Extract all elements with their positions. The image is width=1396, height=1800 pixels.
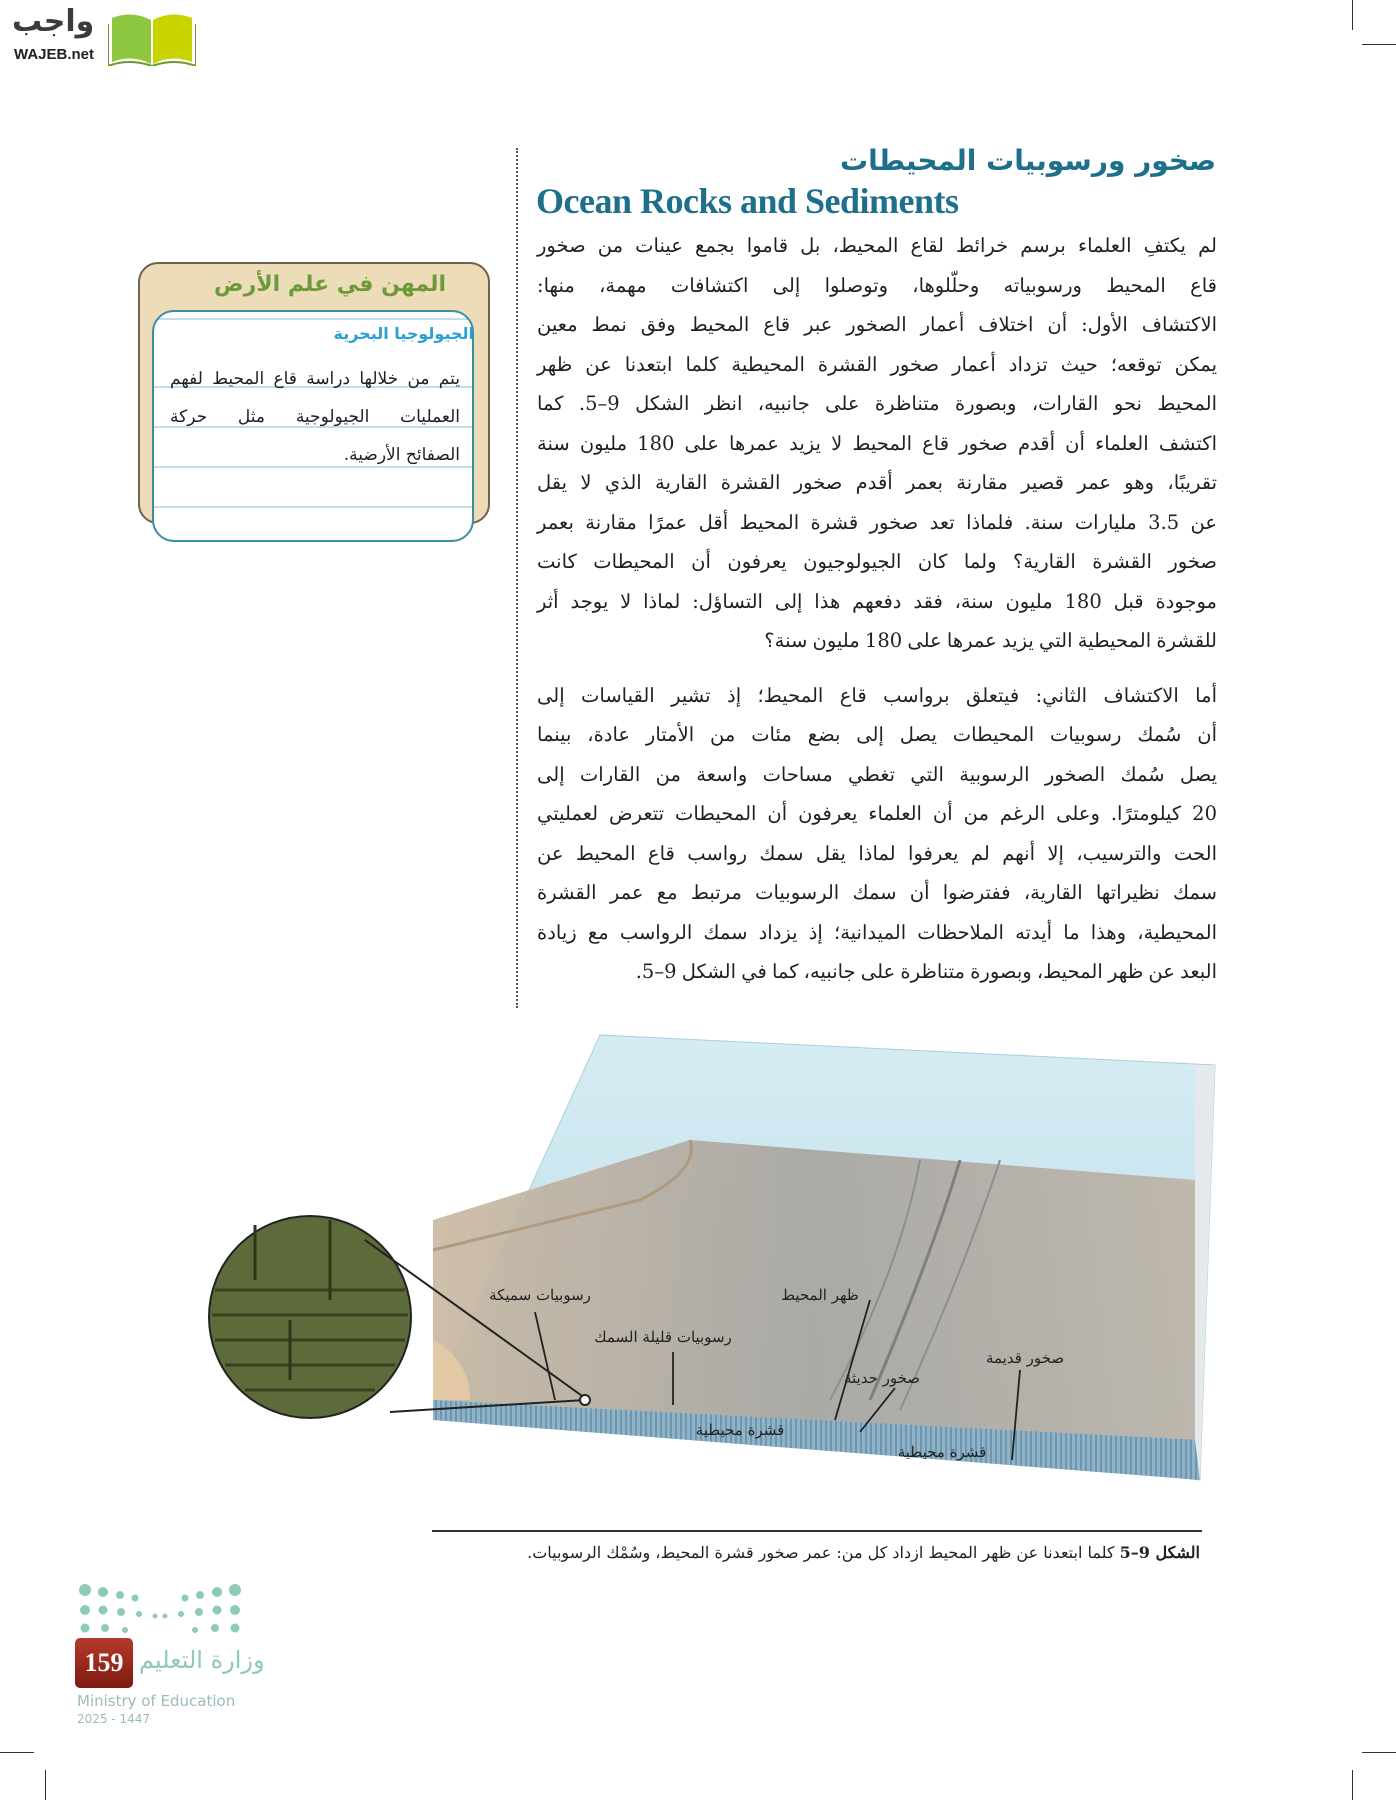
label-oceanic-crust: قشرة محيطية: [897, 1443, 987, 1461]
crop-mark: [45, 1770, 46, 1800]
label-old-rocks: صخور قديمة: [985, 1349, 1065, 1367]
paragraph-line: يمكن توقعه؛ حيث تزداد أعمار صخور القشرة المحيطية كلما ابتعدنا عن ظهر: [537, 352, 1217, 376]
water-block: [433, 1035, 1215, 1480]
careers-subheading: الجيولوجيا البحرية: [333, 324, 474, 343]
label-thin-sediments: رسوبيات قليلة السمك: [594, 1328, 732, 1346]
paragraph-line: للقشرة المحيطية التي يزيد عمرها على 180 مليون سنة؟: [764, 629, 1217, 652]
section-title-english: Ocean Rocks and Sediments: [536, 181, 959, 221]
wajeb-logo[interactable]: [10, 4, 190, 68]
careers-heading: المهن في علم الأرض: [214, 272, 446, 297]
label-thick-sediments: رسوبيات سميكة: [489, 1286, 591, 1304]
careers-box: [138, 262, 488, 542]
logo-latin: WAJEB.net: [14, 46, 95, 63]
ministry-english: Ministry of Education: [77, 1692, 236, 1710]
crop-mark: [1362, 44, 1396, 45]
crop-mark: [0, 1752, 34, 1753]
paragraph-line: الحت والترسيب، إلا أنهم لم يعرفوا لماذا يقل سمك رواسب قاع المحيط عن: [537, 841, 1217, 865]
section-title-arabic: صخور ورسوبيات المحيطات: [839, 144, 1216, 177]
paragraph-line: صخور القشرة القارية؟ ولما كان الجيولوجيون يعرفون أن المحيطات كانت: [537, 550, 1217, 573]
label-new-rocks: صخور حديثة: [843, 1369, 921, 1387]
paragraph-first-discovery: [537, 226, 1217, 661]
paragraph-line: المحيطية، وهذا ما أيدته الملاحظات الميدانية؛ إذ يزداد سمك الرواسب مع زيادة: [537, 920, 1217, 944]
ministry-arabic: وزارة التعليم: [139, 1646, 265, 1674]
label-ocean-ridge: ظهر المحيط: [781, 1286, 859, 1304]
page-number: 159: [75, 1638, 133, 1688]
caption-text: كلما ابتعدنا عن ظهر المحيط ازداد كل من: عمر صخور قشرة المحيط، وسُمْك الرسوبيات.: [527, 1543, 1120, 1562]
paragraph-line: سمك نظيراتها القارية، ففترضوا أن سمك الرسوبيات مرتبط مع عمر القشرة: [537, 881, 1217, 904]
paragraph-line: أن سُمك رسوبيات المحيطات يصل إلى بضع مئات من الأمتار عادة، بينما: [537, 723, 1217, 746]
ministry-dots-icon: [75, 1580, 245, 1635]
text-column: [537, 226, 1217, 992]
careers-line: العمليات الجيولوجية مثل حركة: [170, 407, 460, 427]
careers-line: يتم من خلالها دراسة قاع المحيط لفهم: [170, 369, 460, 389]
paragraph-line: 20 كيلومترًا. وعلى الرغم من أن العلماء يعرفون أن المحيطات تتعرض لعمليتي: [537, 802, 1217, 825]
paragraph-line: تقريبًا، وهو عمر قصير مقارنة بعمر أقدم صخور القشرة القارية الذي لا يقل: [537, 471, 1217, 494]
paragraph-line: المحيط نحو القارات، وبصورة متناظرة على جانبيه، انظر الشكل 9–5. كما: [537, 392, 1217, 415]
caption-rule: [432, 1530, 1202, 1532]
crop-mark: [1352, 1770, 1353, 1800]
paragraph-line: اكتشف العلماء أن أقدم صخور قاع المحيط لا يزيد عمرها على 180 مليون سنة: [537, 431, 1217, 455]
book-icon: [108, 8, 196, 66]
column-divider: [516, 148, 518, 1008]
paragraph-line: موجودة قبل 180 مليون سنة، فقد دفعهم هذا إلى التساؤل: لماذا لا يوجد أثر: [537, 589, 1217, 613]
paragraph-line: البعد عن ظهر المحيط، وبصورة متناظرة على جانبيه، كما في الشكل 9–5.: [635, 960, 1217, 983]
crop-mark: [1352, 0, 1353, 30]
paragraph-second-discovery: [537, 676, 1217, 992]
paragraph-line: قاع المحيط ورسوبياته وحلّلوها، وتوصلوا إلى اكتشافات مهمة، منها:: [537, 273, 1217, 297]
seafloor-diagram: [0, 1020, 1396, 1500]
careers-body: [170, 360, 460, 474]
paragraph-line: لم يكتفِ العلماء برسم خرائط لقاع المحيط، بل قاموا بجمع عينات من صخور: [537, 234, 1217, 257]
caption-label: الشكل 9–5: [1119, 1543, 1200, 1562]
paragraph-line: الاكتشاف الأول: أن اختلاف أعمار الصخور عبر قاع المحيط وفق نمط معين: [537, 313, 1217, 336]
logo-arabic: واجب: [12, 4, 95, 39]
paragraph-line: أما الاكتشاف الثاني: فيتعلق برواسب قاع المحيط؛ إذ تشير القياسات إلى: [537, 683, 1217, 707]
edition-year: 2025 - 1447: [77, 1712, 151, 1726]
ministry-logo: [75, 1580, 265, 1730]
paragraph-line: يصل سُمك الصخور الرسوبية التي تغطي مساحات واسعة من القارات إلى: [537, 762, 1217, 786]
figure-caption: [527, 1543, 1200, 1562]
crop-mark: [1362, 1752, 1396, 1753]
careers-line: الصفائح الأرضية.: [343, 445, 460, 465]
label-oceanic-crust: قشرة محيطية: [695, 1421, 785, 1439]
paragraph-line: عن 3.5 مليارات سنة. فلماذا تعد صخور قشرة المحيط أقل عمرًا مقارنة بعمر: [537, 510, 1218, 534]
